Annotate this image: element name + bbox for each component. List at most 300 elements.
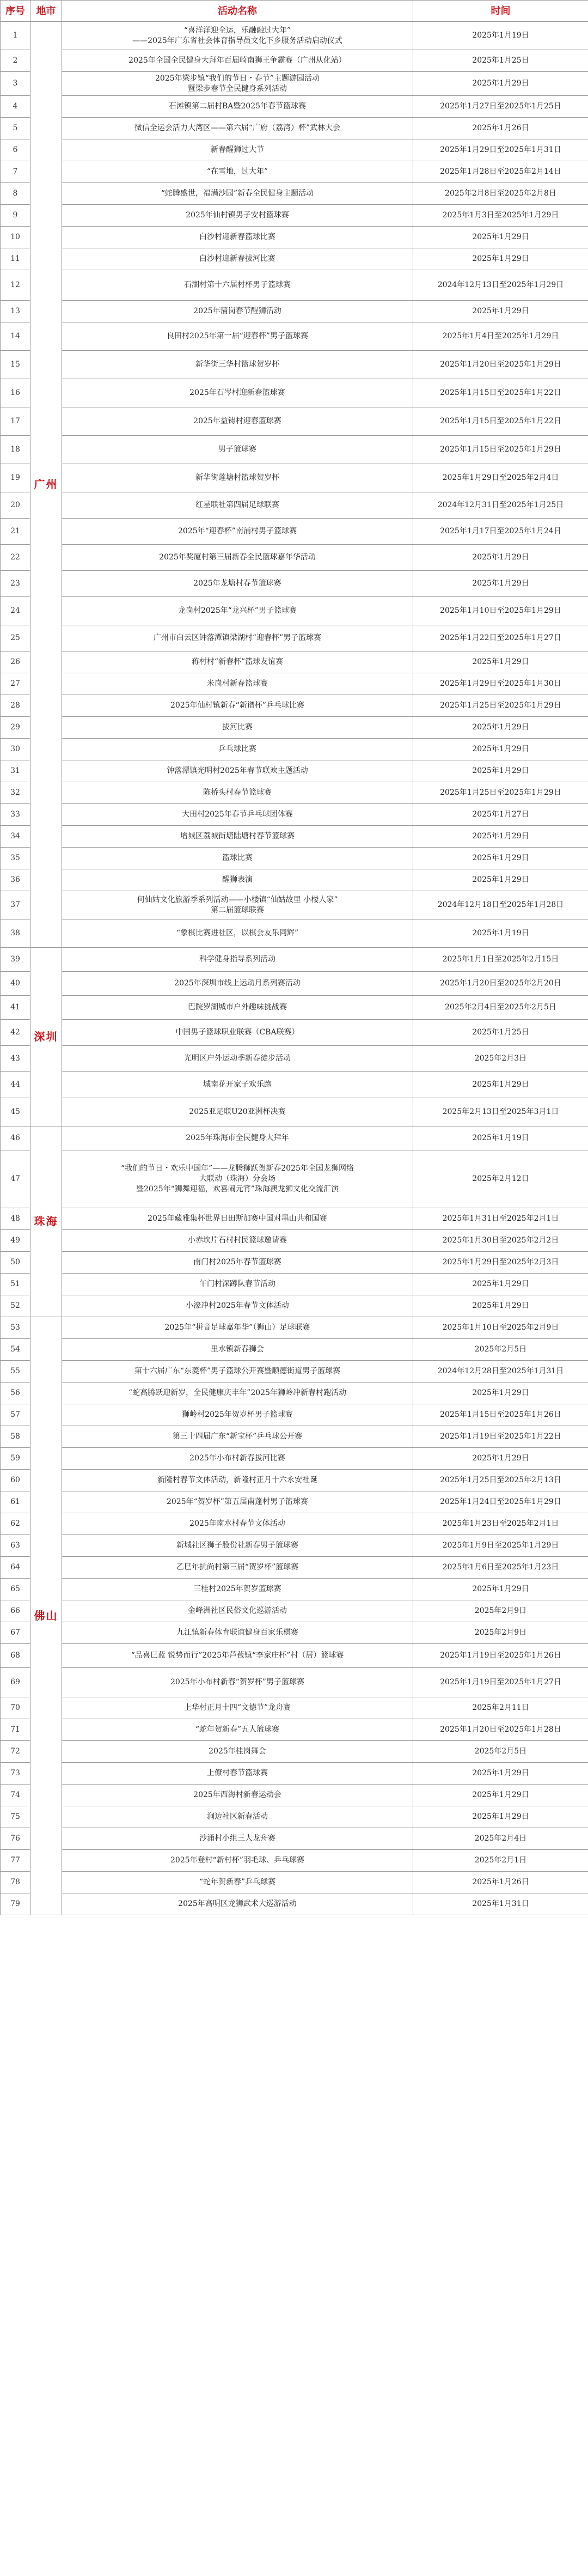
row-number: 10 xyxy=(1,227,30,248)
event-date-cell: 2025年1月25日 xyxy=(413,50,588,72)
table-row xyxy=(1,322,588,351)
event-date-cell: 2025年1月29日 xyxy=(413,1448,588,1470)
event-name-cell xyxy=(62,869,413,891)
table-row xyxy=(1,1763,588,1785)
table-row xyxy=(1,270,588,301)
event-name-line: 2025年桂岗舞会 xyxy=(209,1747,266,1756)
table-row xyxy=(1,651,588,673)
event-name-line: 中国男子篮球职业联赛（CBA联赛） xyxy=(175,1028,299,1037)
event-name-cell xyxy=(62,1741,413,1763)
table-row xyxy=(1,1448,588,1470)
table-row xyxy=(1,760,588,782)
event-name-cell xyxy=(62,1426,413,1448)
event-name-cell xyxy=(62,1622,413,1644)
event-date-cell: 2025年1月15日至2025年1月22日 xyxy=(413,407,588,436)
event-date-cell: 2025年2月9日 xyxy=(413,1600,588,1622)
row-number: 19 xyxy=(1,464,30,492)
table-row xyxy=(1,717,588,739)
row-number: 38 xyxy=(1,919,30,948)
event-date-cell: 2025年1月10日至2025年1月29日 xyxy=(413,597,588,625)
event-name-line: ——2025年广东省社会体育指导员文化下乡服务活动启动仪式 xyxy=(132,36,342,45)
row-number: 46 xyxy=(1,1126,30,1150)
event-name-cell xyxy=(62,1046,413,1072)
event-name-cell xyxy=(62,1763,413,1785)
table-row xyxy=(1,1098,588,1126)
event-date-cell: 2025年1月29日 xyxy=(413,1579,588,1600)
table-row xyxy=(1,1470,588,1491)
event-date-cell: 2025年1月29日 xyxy=(413,1806,588,1828)
event-date-cell: 2025年1月24日至2025年1月29日 xyxy=(413,1491,588,1513)
event-date-cell: 2025年2月5日 xyxy=(413,1339,588,1361)
table-row xyxy=(1,519,588,545)
table-row xyxy=(1,492,588,519)
event-name-cell xyxy=(62,891,413,919)
event-name-line: 微信全运会活力大湾区——第六届“广府（荔湾）杯”武林大会 xyxy=(134,124,341,132)
event-name-cell xyxy=(62,1470,413,1491)
event-name-cell xyxy=(62,996,413,1020)
event-date-cell: 2025年1月29日 xyxy=(413,1383,588,1404)
event-date-cell: 2025年1月27日至2025年1月25日 xyxy=(413,96,588,118)
row-number: 78 xyxy=(1,1872,30,1893)
event-name-cell xyxy=(62,972,413,996)
table-row xyxy=(1,1785,588,1806)
event-name-cell xyxy=(62,1535,413,1557)
table-header xyxy=(1,1,588,22)
table-row xyxy=(1,1020,588,1046)
event-name-cell xyxy=(62,826,413,848)
event-name-cell xyxy=(62,782,413,804)
event-name-line: 2025年奖厦村第三届新春全民篮球嘉年华活动 xyxy=(159,553,316,562)
event-name-cell xyxy=(62,1600,413,1622)
event-date-cell: 2024年12月31日至2025年1月25日 xyxy=(413,492,588,519)
event-date-cell: 2025年1月9日至2025年1月29日 xyxy=(413,1535,588,1557)
row-number: 67 xyxy=(1,1622,30,1644)
row-number: 16 xyxy=(1,379,30,407)
event-name-line: 第十六届广东“东菱杯”男子篮球公开赛暨顺德街道男子篮球赛 xyxy=(134,1367,341,1375)
header-event: 活动名称 xyxy=(62,1,413,22)
event-name-line: 米岗村新春篮球赛 xyxy=(207,679,268,688)
event-name-line: 上华村正月十四“文德节”龙舟赛 xyxy=(183,1703,291,1712)
event-name-cell xyxy=(62,1274,413,1295)
table-row xyxy=(1,1361,588,1383)
event-name-line: 上僚村春节篮球赛 xyxy=(207,1769,268,1777)
event-date-cell: 2025年1月29日 xyxy=(413,1295,588,1317)
event-date-cell: 2025年2月5日 xyxy=(413,1741,588,1763)
event-name-line: 小濠冲村2025年春节文体活动 xyxy=(186,1301,289,1310)
event-name-cell xyxy=(62,1697,413,1719)
event-name-line: 沙涌村小组三人龙舟赛 xyxy=(199,1834,275,1843)
table-row xyxy=(1,545,588,571)
event-name-cell xyxy=(62,625,413,651)
event-name-line: 石滩镇第二届村BA暨2025年春节篮球赛 xyxy=(168,102,307,111)
table-row xyxy=(1,1741,588,1763)
event-date-cell: 2025年1月19日至2025年1月22日 xyxy=(413,1426,588,1448)
event-date-cell: 2024年12月18日至2025年1月28日 xyxy=(413,891,588,919)
event-name-line: 光明区户外运动季新春徒步活动 xyxy=(184,1054,291,1063)
event-name-line: 新华街莲塘村篮球贺岁杯 xyxy=(195,473,279,482)
event-date-cell: 2025年1月26日 xyxy=(413,1872,588,1893)
table-row xyxy=(1,571,588,597)
event-name-line: 狮岭村2025年贺岁杯男子篮球赛 xyxy=(182,1410,293,1419)
event-name-line: 2025年益铸村迎春篮球赛 xyxy=(193,417,281,425)
event-date-cell: 2025年1月19日 xyxy=(413,22,588,50)
row-number: 36 xyxy=(1,869,30,891)
event-name-line: 2025年石岑村迎新春篮球赛 xyxy=(189,388,285,397)
table-row xyxy=(1,1893,588,1915)
row-number: 61 xyxy=(1,1491,30,1513)
event-name-line: 钟落潭镇光明村2025年春节联欢主题活动 xyxy=(167,766,308,775)
event-name-line: 2025年珠海市全民健身大拜年 xyxy=(186,1134,289,1142)
table-row xyxy=(1,50,588,72)
event-name-line: 石湖村第十六届村杯男子篮球赛 xyxy=(184,281,291,289)
event-date-cell: 2025年1月29日 xyxy=(413,571,588,597)
event-name-cell xyxy=(62,1404,413,1426)
table-row xyxy=(1,1697,588,1719)
event-date-cell: 2025年1月1日至2025年2月15日 xyxy=(413,948,588,972)
event-name-cell xyxy=(62,1230,413,1252)
event-name-line: 乙巳年抗尚村第三届“贺岁杯”篮球赛 xyxy=(176,1563,299,1572)
row-number: 4 xyxy=(1,96,30,118)
table-row xyxy=(1,464,588,492)
event-name-line: 2025年小布村新春拔河比赛 xyxy=(189,1454,285,1463)
event-name-cell xyxy=(62,948,413,972)
table-row xyxy=(1,227,588,248)
event-name-cell xyxy=(62,1806,413,1828)
event-name-cell xyxy=(62,519,413,545)
event-name-line: 2025亚足联U20亚洲杯决赛 xyxy=(189,1107,286,1116)
event-name-line: 新华街三华村篮球贺岁杯 xyxy=(195,360,279,369)
event-name-line: 蒋村村“新春杯”篮球友谊赛 xyxy=(191,657,284,666)
table-row xyxy=(1,826,588,848)
row-number: 62 xyxy=(1,1513,30,1535)
table-row xyxy=(1,118,588,139)
table-row xyxy=(1,248,588,270)
event-date-cell: 2025年1月4日至2025年1月29日 xyxy=(413,322,588,351)
event-name-line: 2025年高明区龙狮武术大巡游活动 xyxy=(178,1899,297,1908)
event-date-cell: 2025年1月22日至2025年1月27日 xyxy=(413,625,588,651)
event-name-line: 何仙姑文化旅游季系列活动——小楼镇“仙姑故里 小楼人家” xyxy=(137,895,338,904)
row-number: 48 xyxy=(1,1208,30,1230)
row-number: 33 xyxy=(1,804,30,826)
table-row xyxy=(1,1557,588,1579)
row-number: 24 xyxy=(1,597,30,625)
row-number: 25 xyxy=(1,625,30,651)
event-date-cell: 2025年2月11日 xyxy=(413,1697,588,1719)
event-name-cell xyxy=(62,301,413,322)
event-date-cell: 2025年2月13日至2025年3月1日 xyxy=(413,1098,588,1126)
row-number: 75 xyxy=(1,1806,30,1828)
table-row xyxy=(1,96,588,118)
event-date-cell: 2025年1月29日 xyxy=(413,760,588,782)
event-name-cell xyxy=(62,1513,413,1535)
row-number: 57 xyxy=(1,1404,30,1426)
event-name-line: 金峰洲社区民俗文化巡游活动 xyxy=(188,1606,287,1615)
table-row xyxy=(1,1230,588,1252)
row-number: 5 xyxy=(1,118,30,139)
event-name-line: 2025年“贺岁杯”第五届南蓬村男子篮球赛 xyxy=(167,1497,308,1506)
event-date-cell: 2025年1月29日 xyxy=(413,869,588,891)
event-name-line: “蛇高腾跃迎新岁，全民健康庆丰年”2025年狮岭冲新春村跑活动 xyxy=(128,1389,346,1397)
event-name-cell xyxy=(62,848,413,869)
event-date-cell: 2025年1月29日 xyxy=(413,717,588,739)
row-number: 59 xyxy=(1,1448,30,1470)
table-row xyxy=(1,1404,588,1426)
city-cell: 深圳 xyxy=(30,948,62,1126)
event-date-cell: 2025年1月3日至2025年1月29日 xyxy=(413,205,588,227)
event-name-cell xyxy=(62,717,413,739)
header-seq: 序号 xyxy=(1,1,30,22)
table-row xyxy=(1,996,588,1020)
event-date-cell: 2025年1月23日至2025年2月1日 xyxy=(413,1513,588,1535)
event-date-cell: 2025年1月28日至2025年2月14日 xyxy=(413,161,588,183)
event-name-cell xyxy=(62,1785,413,1806)
row-number: 1 xyxy=(1,22,30,50)
table-row xyxy=(1,972,588,996)
event-name-cell xyxy=(62,695,413,717)
table-row xyxy=(1,1208,588,1230)
event-name-cell xyxy=(62,651,413,673)
row-number: 51 xyxy=(1,1274,30,1295)
row-number: 37 xyxy=(1,891,30,919)
row-number: 44 xyxy=(1,1072,30,1098)
row-number: 63 xyxy=(1,1535,30,1557)
event-date-cell: 2025年1月29日 xyxy=(413,826,588,848)
row-number: 73 xyxy=(1,1763,30,1785)
row-number: 30 xyxy=(1,739,30,760)
table-row xyxy=(1,673,588,695)
event-name-cell xyxy=(62,22,413,50)
event-date-cell: 2025年1月20日至2025年2月20日 xyxy=(413,972,588,996)
row-number: 69 xyxy=(1,1668,30,1697)
event-name-line: 巴院罗湖城市户外趣味挑战赛 xyxy=(188,1003,287,1012)
event-date-cell: 2025年1月29日 xyxy=(413,227,588,248)
event-name-line: 三桂村2025年贺岁篮球赛 xyxy=(193,1585,281,1593)
event-name-cell xyxy=(62,1339,413,1361)
row-number: 8 xyxy=(1,183,30,205)
row-number: 20 xyxy=(1,492,30,519)
table-row xyxy=(1,1072,588,1098)
event-date-cell: 2025年1月29日至2025年1月30日 xyxy=(413,673,588,695)
table-row xyxy=(1,695,588,717)
event-name-cell xyxy=(62,1719,413,1741)
event-name-cell xyxy=(62,597,413,625)
row-number: 31 xyxy=(1,760,30,782)
table-row xyxy=(1,1274,588,1295)
event-name-line: “蛇年贺新春”五人篮球赛 xyxy=(195,1725,280,1734)
event-name-cell xyxy=(62,1020,413,1046)
event-name-cell xyxy=(62,739,413,760)
event-name-cell xyxy=(62,1317,413,1339)
event-name-cell xyxy=(62,1579,413,1600)
event-name-cell xyxy=(62,227,413,248)
event-date-cell: 2025年1月20日至2025年1月29日 xyxy=(413,351,588,379)
event-date-cell: 2025年1月29日 xyxy=(413,848,588,869)
event-date-cell: 2025年1月19日至2025年1月27日 xyxy=(413,1668,588,1697)
event-name-cell xyxy=(62,1448,413,1470)
event-name-cell xyxy=(62,1668,413,1697)
event-name-line: 午门村深蹲队春节活动 xyxy=(199,1280,275,1288)
row-number: 21 xyxy=(1,519,30,545)
event-name-cell xyxy=(62,1126,413,1150)
event-date-cell: 2025年1月29日至2025年2月3日 xyxy=(413,1252,588,1274)
row-number: 14 xyxy=(1,322,30,351)
table-body xyxy=(1,22,588,1915)
table-row xyxy=(1,1719,588,1741)
event-name-cell xyxy=(62,1072,413,1098)
table-row xyxy=(1,1535,588,1557)
table-row xyxy=(1,891,588,919)
event-date-cell: 2025年1月29日至2025年2月4日 xyxy=(413,464,588,492)
table-row xyxy=(1,1426,588,1448)
event-name-line: 大联动（珠海）分会场 xyxy=(199,1174,275,1183)
event-name-line: 醒狮表演 xyxy=(222,875,253,884)
row-number: 68 xyxy=(1,1644,30,1668)
event-name-cell xyxy=(62,248,413,270)
event-date-cell: 2025年1月20日至2025年1月28日 xyxy=(413,1719,588,1741)
event-date-cell: 2025年1月29日 xyxy=(413,1763,588,1785)
event-name-cell xyxy=(62,205,413,227)
row-number: 27 xyxy=(1,673,30,695)
row-number: 34 xyxy=(1,826,30,848)
row-number: 54 xyxy=(1,1339,30,1361)
event-name-cell xyxy=(62,464,413,492)
event-date-cell: 2025年1月29日 xyxy=(413,248,588,270)
event-name-line: “蛇年贺新春”乒乓球赛 xyxy=(199,1878,276,1886)
row-number: 26 xyxy=(1,651,30,673)
row-number: 50 xyxy=(1,1252,30,1274)
event-date-cell: 2025年1月25日至2025年2月13日 xyxy=(413,1470,588,1491)
table-row xyxy=(1,804,588,826)
event-name-cell xyxy=(62,1150,413,1208)
event-name-cell xyxy=(62,1644,413,1668)
event-date-cell: 2025年1月29日 xyxy=(413,1785,588,1806)
row-number: 49 xyxy=(1,1230,30,1252)
event-name-cell xyxy=(62,1850,413,1872)
event-date-cell: 2025年1月26日 xyxy=(413,118,588,139)
row-number: 56 xyxy=(1,1383,30,1404)
event-name-cell xyxy=(62,407,413,436)
event-name-line: 2025年蒲岗春节醒狮活动 xyxy=(193,307,281,315)
event-date-cell: 2025年1月17日至2025年1月24日 xyxy=(413,519,588,545)
event-date-cell: 2025年1月29日 xyxy=(413,739,588,760)
event-name-cell xyxy=(62,1295,413,1317)
row-number: 2 xyxy=(1,50,30,72)
event-name-line: 增城区荔城街塘陆塘村春节篮球赛 xyxy=(180,832,295,841)
row-number: 43 xyxy=(1,1046,30,1072)
table-row xyxy=(1,1850,588,1872)
event-name-cell xyxy=(62,1383,413,1404)
event-name-line: 小赤坎片石村村民篮球邀请赛 xyxy=(188,1236,287,1245)
table-row xyxy=(1,1295,588,1317)
table-row xyxy=(1,1046,588,1072)
event-name-line: 陈桥头村春节篮球赛 xyxy=(203,788,272,797)
event-name-line: 2025年龙塘村春节篮球赛 xyxy=(193,579,281,588)
table-row xyxy=(1,161,588,183)
row-number: 60 xyxy=(1,1470,30,1491)
table-row xyxy=(1,301,588,322)
event-name-cell xyxy=(62,571,413,597)
row-number: 70 xyxy=(1,1697,30,1719)
event-name-cell xyxy=(62,72,413,96)
event-date-cell: 2025年2月3日 xyxy=(413,1046,588,1072)
table-row xyxy=(1,739,588,760)
table-row xyxy=(1,1668,588,1697)
event-name-cell xyxy=(62,492,413,519)
event-name-cell xyxy=(62,760,413,782)
row-number: 12 xyxy=(1,270,30,301)
table-row xyxy=(1,869,588,891)
event-name-line: 2025年全国全民健身大拜年百届崎南狮王争霸赛（广州从化站） xyxy=(128,56,346,65)
event-name-line: “象棋比赛进社区，以棋会友乐同辉” xyxy=(176,929,299,937)
table-row xyxy=(1,1491,588,1513)
row-number: 39 xyxy=(1,948,30,972)
row-number: 35 xyxy=(1,848,30,869)
event-date-cell: 2024年12月28日至2025年1月31日 xyxy=(413,1361,588,1383)
table-row xyxy=(1,379,588,407)
row-number: 64 xyxy=(1,1557,30,1579)
event-name-cell xyxy=(62,351,413,379)
event-name-cell xyxy=(62,1098,413,1126)
table-row xyxy=(1,407,588,436)
row-number: 15 xyxy=(1,351,30,379)
table-row xyxy=(1,351,588,379)
event-name-cell xyxy=(62,379,413,407)
table-row xyxy=(1,22,588,50)
event-name-line: 2025年小布村新春“贺岁杯”男子篮球赛 xyxy=(170,1678,304,1686)
row-number: 71 xyxy=(1,1719,30,1741)
event-name-cell xyxy=(62,183,413,205)
event-name-line: 城南花开家子欢乐跑 xyxy=(203,1080,272,1089)
event-date-cell: 2025年2月9日 xyxy=(413,1622,588,1644)
event-name-line: 2025年西海村新春运动会 xyxy=(193,1791,281,1799)
event-name-line: 2025年藏雅集杯世界日田斯加赛中国对墨山共和国赛 xyxy=(148,1214,327,1223)
row-number: 76 xyxy=(1,1828,30,1850)
event-name-line: 2025年深圳市线上运动月系列赛活动 xyxy=(174,979,301,988)
table-row xyxy=(1,625,588,651)
event-name-cell xyxy=(62,161,413,183)
event-name-line: 男子篮球赛 xyxy=(218,445,256,454)
event-name-cell xyxy=(62,96,413,118)
row-number: 6 xyxy=(1,139,30,161)
table-row xyxy=(1,948,588,972)
event-date-cell: 2025年1月19日至2025年1月26日 xyxy=(413,1644,588,1668)
event-date-cell: 2025年1月19日 xyxy=(413,919,588,948)
event-date-cell: 2025年1月15日至2025年1月26日 xyxy=(413,1404,588,1426)
event-date-cell: 2025年1月29日 xyxy=(413,301,588,322)
row-number: 7 xyxy=(1,161,30,183)
table-row xyxy=(1,139,588,161)
row-number: 11 xyxy=(1,248,30,270)
event-date-cell: 2025年1月31日至2025年2月1日 xyxy=(413,1208,588,1230)
event-date-cell: 2025年2月4日 xyxy=(413,1828,588,1850)
table-row xyxy=(1,1806,588,1828)
table-row xyxy=(1,848,588,869)
event-name-line: 暨梁步春节全民健身系列活动 xyxy=(188,84,287,93)
table-row xyxy=(1,597,588,625)
event-name-cell xyxy=(62,1872,413,1893)
row-number: 55 xyxy=(1,1361,30,1383)
city-cell: 佛山 xyxy=(30,1317,62,1915)
row-number: 23 xyxy=(1,571,30,597)
row-number: 66 xyxy=(1,1600,30,1622)
row-number: 28 xyxy=(1,695,30,717)
event-date-cell: 2025年1月29日 xyxy=(413,1274,588,1295)
event-date-cell: 2025年1月25日至2025年1月29日 xyxy=(413,782,588,804)
row-number: 29 xyxy=(1,717,30,739)
event-name-cell xyxy=(62,1491,413,1513)
event-date-cell: 2025年1月6日至2025年1月23日 xyxy=(413,1557,588,1579)
table-row xyxy=(1,1252,588,1274)
